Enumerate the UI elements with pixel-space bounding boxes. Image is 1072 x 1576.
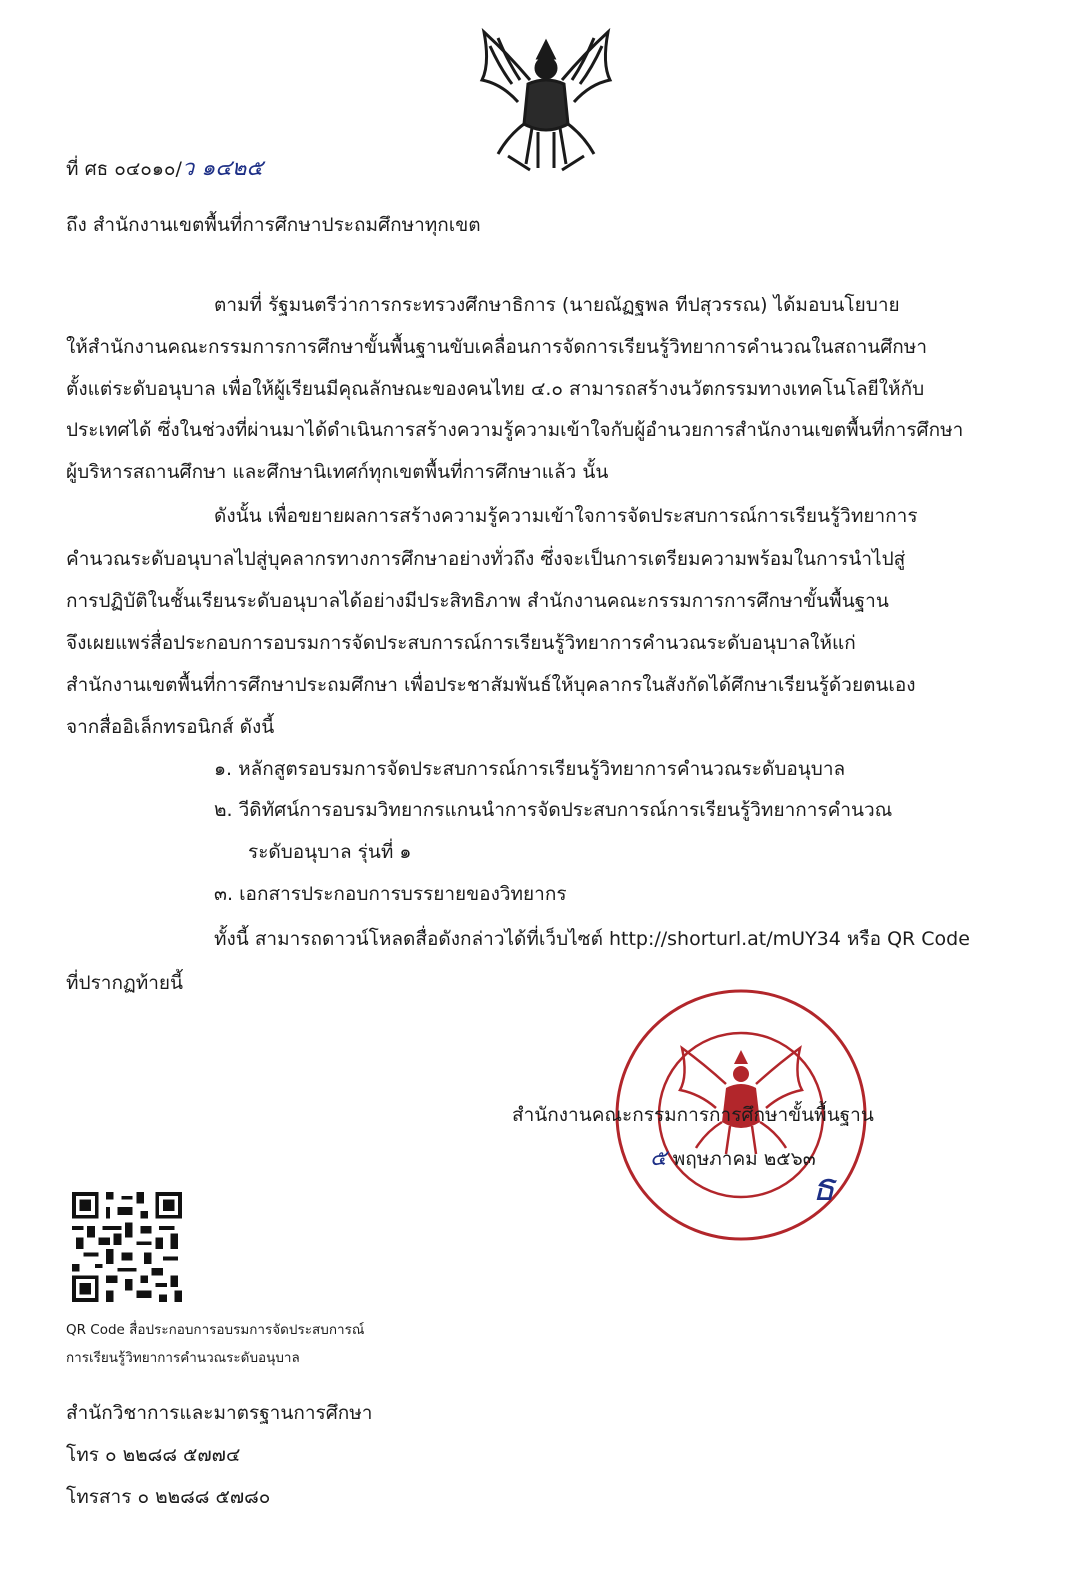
- signature-date-day: ๕: [650, 1146, 667, 1171]
- list-item: ๑. หลักสูตรอบรมการจัดประสบการณ์การเรียนรู้วิทยาการคำนวณระดับอนุบาล: [214, 758, 846, 780]
- reference-prefix: ที่ ศธ ๐๔๐๑๐/: [66, 158, 182, 180]
- paragraph1-line: ประเทศได้ ซึ่งในช่วงที่ผ่านมาได้ดำเนินการสร้างความรู้ความเข้าใจกับผู้อำนวยการสำนักงานเขตพื้นที่การศึกษา: [66, 419, 964, 441]
- paragraph1-line: ผู้บริหารสถานศึกษา และศึกษานิเทศก์ทุกเขตพื้นที่การศึกษาแล้ว นั้น: [66, 461, 609, 483]
- signature-date: [650, 1148, 816, 1170]
- list-item-continuation: ระดับอนุบาล รุ่นที่ ๑: [248, 841, 412, 863]
- reference-number-handwritten: ว ๑๔๒๕: [181, 156, 264, 181]
- paragraph2-line: การปฏิบัติในชั้นเรียนระดับอนุบาลได้อย่างมีประสิทธิภาพ สำนักงานคณะกรรมการการศึกษาขั้นพื้นฐาน: [66, 590, 889, 612]
- signature-initials: ธ: [812, 1165, 836, 1209]
- closing-line: ที่ปรากฏท้ายนี้: [66, 972, 184, 994]
- paragraph1-line: ตั้งแต่ระดับอนุบาล เพื่อให้ผู้เรียนมีคุณลักษณะของคนไทย ๔.๐ สามารถสร้างนวัตกรรมทางเทคโนโลยีให้กับ: [66, 378, 925, 400]
- signature-office: สำนักงานคณะกรรมการการศึกษาขั้นพื้นฐาน: [512, 1104, 874, 1126]
- qr-code-icon: [72, 1192, 182, 1302]
- qr-caption-line: QR Code สื่อประกอบการอบรมการจัดประสบการณ์: [66, 1322, 365, 1338]
- paragraph2-line: ดังนั้น เพื่อขยายผลการสร้างความรู้ความเข้าใจการจัดประสบการณ์การเรียนรู้วิทยาการ: [214, 505, 918, 527]
- recipient-line: ถึง สำนักงานเขตพื้นที่การศึกษาประถมศึกษาทุกเขต: [66, 214, 481, 236]
- reference-line: [66, 158, 263, 180]
- qr-caption-line: การเรียนรู้วิทยาการคำนวณระดับอนุบาล: [66, 1350, 300, 1366]
- contact-phone: โทร ๐ ๒๒๘๘ ๕๗๗๔: [66, 1444, 241, 1466]
- list-item: ๓. เอกสารประกอบการบรรยายของวิทยากร: [214, 883, 567, 905]
- paragraph1-line: ตามที่ รัฐมนตรีว่าการกระทรวงศึกษาธิการ (นายณัฏฐพล ทีปสุวรรณ) ได้มอบนโยบาย: [214, 294, 900, 316]
- paragraph2-line: จึงเผยแพร่สื่อประกอบการอบรมการจัดประสบการณ์การเรียนรู้วิทยาการคำนวณระดับอนุบาลให้แก่: [66, 632, 856, 654]
- garuda-emblem-icon: [468, 24, 624, 174]
- paragraph2-line: จากสื่ออิเล็กทรอนิกส์ ดังนี้: [66, 716, 275, 738]
- list-item: ๒. วีดิทัศน์การอบรมวิทยากรแกนนำการจัดประสบการณ์การเรียนรู้วิทยาการคำนวณ: [214, 799, 893, 821]
- contact-department: สำนักวิชาการและมาตรฐานการศึกษา: [66, 1402, 373, 1424]
- contact-fax: โทรสาร ๐ ๒๒๘๘ ๕๗๘๐: [66, 1486, 271, 1508]
- signature-date-rest: พฤษภาคม ๒๕๖๓: [672, 1148, 816, 1170]
- closing-line: ทั้งนี้ สามารถดาวน์โหลดสื่อดังกล่าวได้ที่เว็บไซต์ http://shorturl.at/mUY34 หรือ QR Code: [214, 928, 970, 950]
- paragraph2-line: คำนวณระดับอนุบาลไปสู่บุคลากรทางการศึกษาอย่างทั่วถึง ซึ่งจะเป็นการเตรียมความพร้อมในการนำไปสู่: [66, 548, 906, 570]
- paragraph1-line: ให้สำนักงานคณะกรรมการการศึกษาขั้นพื้นฐานขับเคลื่อนการจัดการเรียนรู้วิทยาการคำนวณในสถานศึกษา: [66, 336, 927, 358]
- paragraph2-line: สำนักงานเขตพื้นที่การศึกษาประถมศึกษา เพื่อประชาสัมพันธ์ให้บุคลากรในสังกัดได้ศึกษาเรียนรู้ด้วยตนเอง: [66, 674, 916, 696]
